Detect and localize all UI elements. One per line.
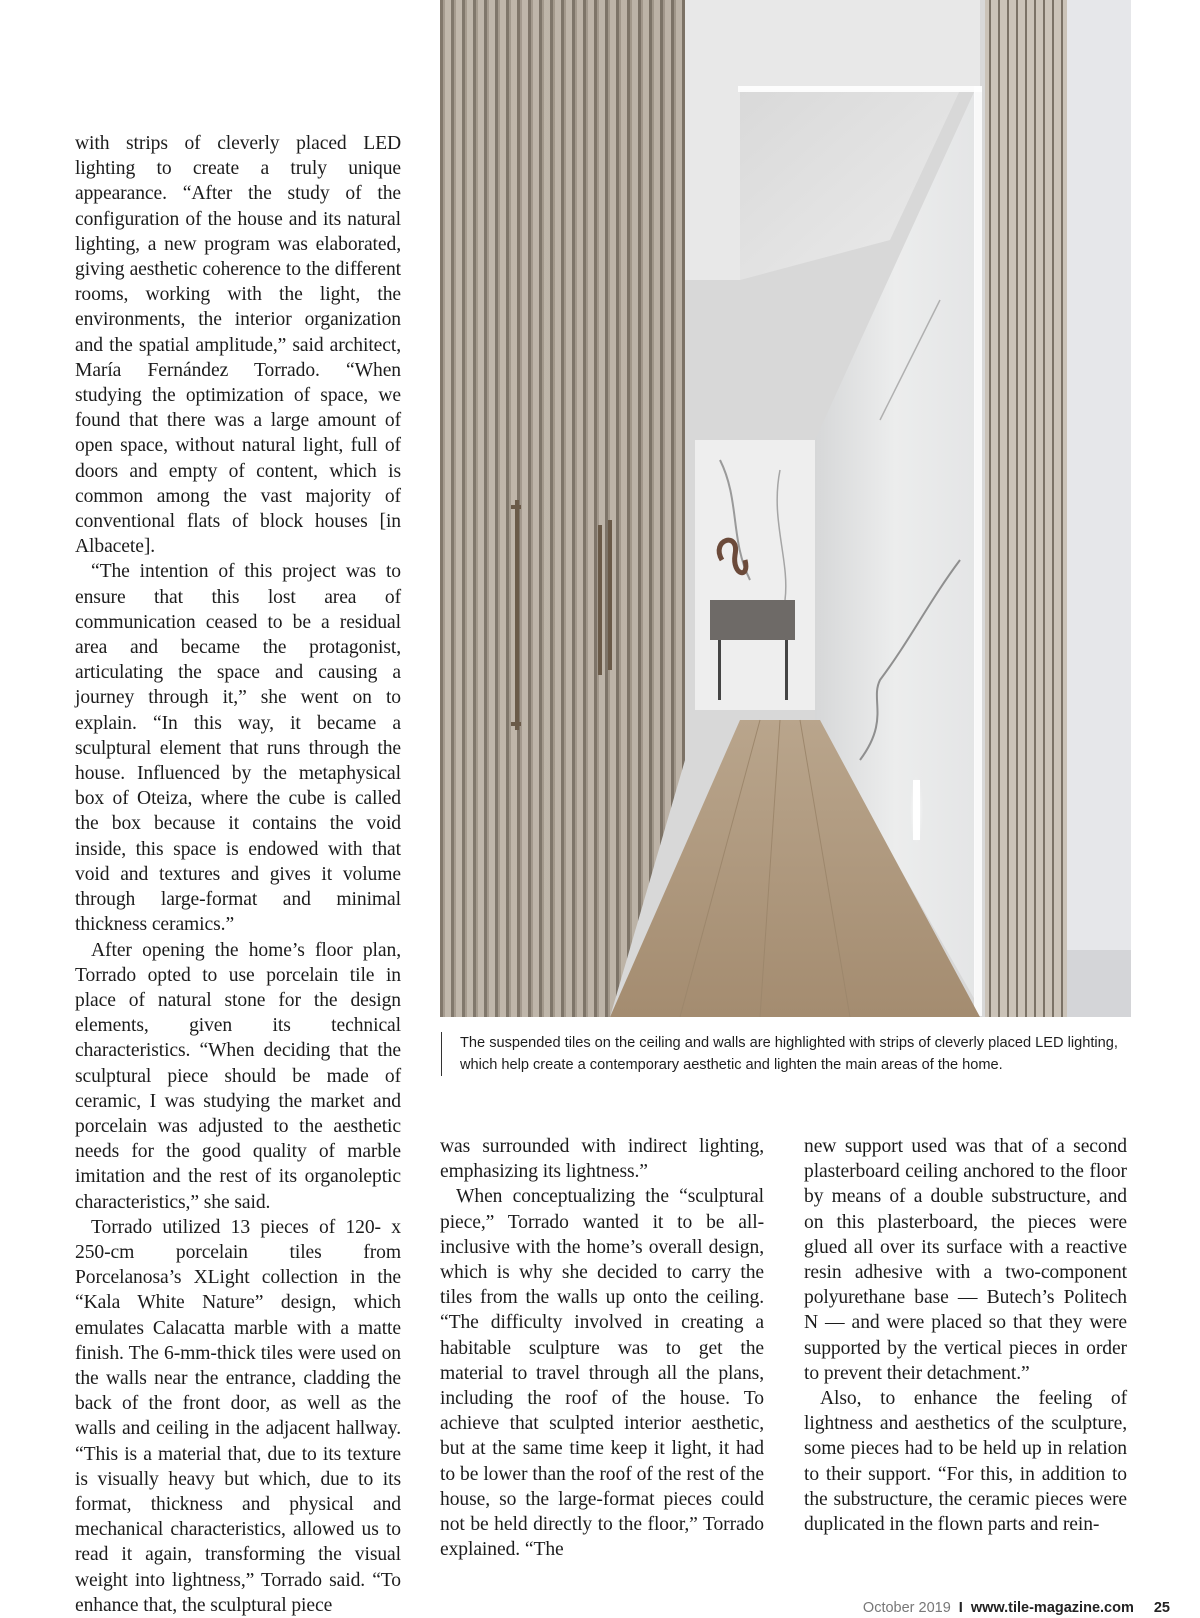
paragraph: “The intention of this project was to ensure that this lost area of communication ceased to be a residual area and became the protagonist, articulating the space and causing a journey through it,” she went on to explain. “In this way, it became a sculptural element that runs through the house. Influenced by the metaphysical box of Oteiza, where the cube is called the box because it contains the void inside, this space is endowed with that void and textures and gives it volume through large-format and minimal thickness ceramics.”: [75, 561, 401, 936]
photo-caption: The suspended tiles on the ceiling and walls are highlighted with strips of cleverly placed LED lighting, which help create a contemporary aesthetic and lighten the main areas of the home.: [441, 1032, 1130, 1076]
paragraph: Also, to enhance the feeling of lightness and aesthetics of the sculpture, some pieces had to be held up in relation to their support. “For this, in addition to the substructure, the ceramic pieces were duplicated in the flown parts and rein-: [804, 1388, 1127, 1536]
hallway-photo: [440, 0, 1131, 1017]
paragraph: After opening the home’s floor plan, Torrado opted to use porcelain tile in place of natural stone for the design elements, given its technical characteristics. “When deciding that the sculptural piece should be made of ceramic, I was studying the market and porcelain was adjusted to the aesthetic needs for the good quality of marble imitation and the rest of its organoleptic characteristics,” she said.: [75, 939, 401, 1213]
article-column-right: [804, 1134, 1127, 1537]
article-column-left: [75, 131, 401, 1618]
page-number: 25: [1153, 1600, 1170, 1616]
website-link[interactable]: www.tile-magazine.com: [970, 1600, 1134, 1616]
paragraph: with strips of cleverly placed LED lighting to create a truly unique appearance. “After the study of the configuration of the house and its natural lighting, a new program was elaborated, giving aesthetic coherence to the different rooms, working with the light, the environments, the interior organization and the spatial amplitude,” said architect, María Fernández Torrado. “When studying the optimization of space, we found that there was a large amount of open space, without natural light, full of doors and empty of content, which is common among the vast majority of conventional flats of block houses [in Albacete].: [75, 133, 401, 558]
article-column-middle: [440, 1134, 764, 1562]
paragraph: was surrounded with indirect lighting, emphasizing its lightness.”: [440, 1136, 764, 1183]
paragraph: new support used was that of a second plasterboard ceiling anchored to the floor by means of a double substructure, and on this plasterboard, the pieces were glued all over its surface with a reactive resin adhesive with a two-component polyurethane base — Butech’s Politech N — and were placed so that they were supported by the vertical pieces in order to prevent their detachment.”: [804, 1136, 1127, 1384]
footer-separator: I: [958, 1600, 963, 1616]
issue-date: October 2019: [862, 1600, 951, 1616]
paragraph: Torrado utilized 13 pieces of 120- x 250-cm porcelain tiles from Porcelanosa’s XLight collection in the “Kala White Nature” design, which emulates Calacatta marble with a matte finish. The 6-mm-thick tiles were used on the walls near the entrance, cladding the back of the front door, as well as the walls and ceiling in the adjacent hallway. “This is a material that, due to its texture is visually heavy but which, due to its format, thickness and physical and mechanical characteristics, allowed us to read it again, transforming the visual weight into lightness,” Torrado said. “To enhance that, the sculptural piece: [75, 1216, 401, 1616]
paragraph: When conceptualizing the “sculptural piece,” Torrado wanted it to be all-inclusive with the home’s overall design, which is why she decided to carry the tiles from the walls up onto the ceiling. “The difficulty involved in creating a habitable sculpture was to get the material to travel through all the plans, including the roof of the house. To achieve that sculpted interior aesthetic, but at the same time keep it light, it had to be lower than the roof of the rest of the house, so the large-format pieces could not be held directly to the floor,” Torrado explained. “The: [440, 1186, 764, 1561]
page-footer: [700, 1599, 1170, 1617]
